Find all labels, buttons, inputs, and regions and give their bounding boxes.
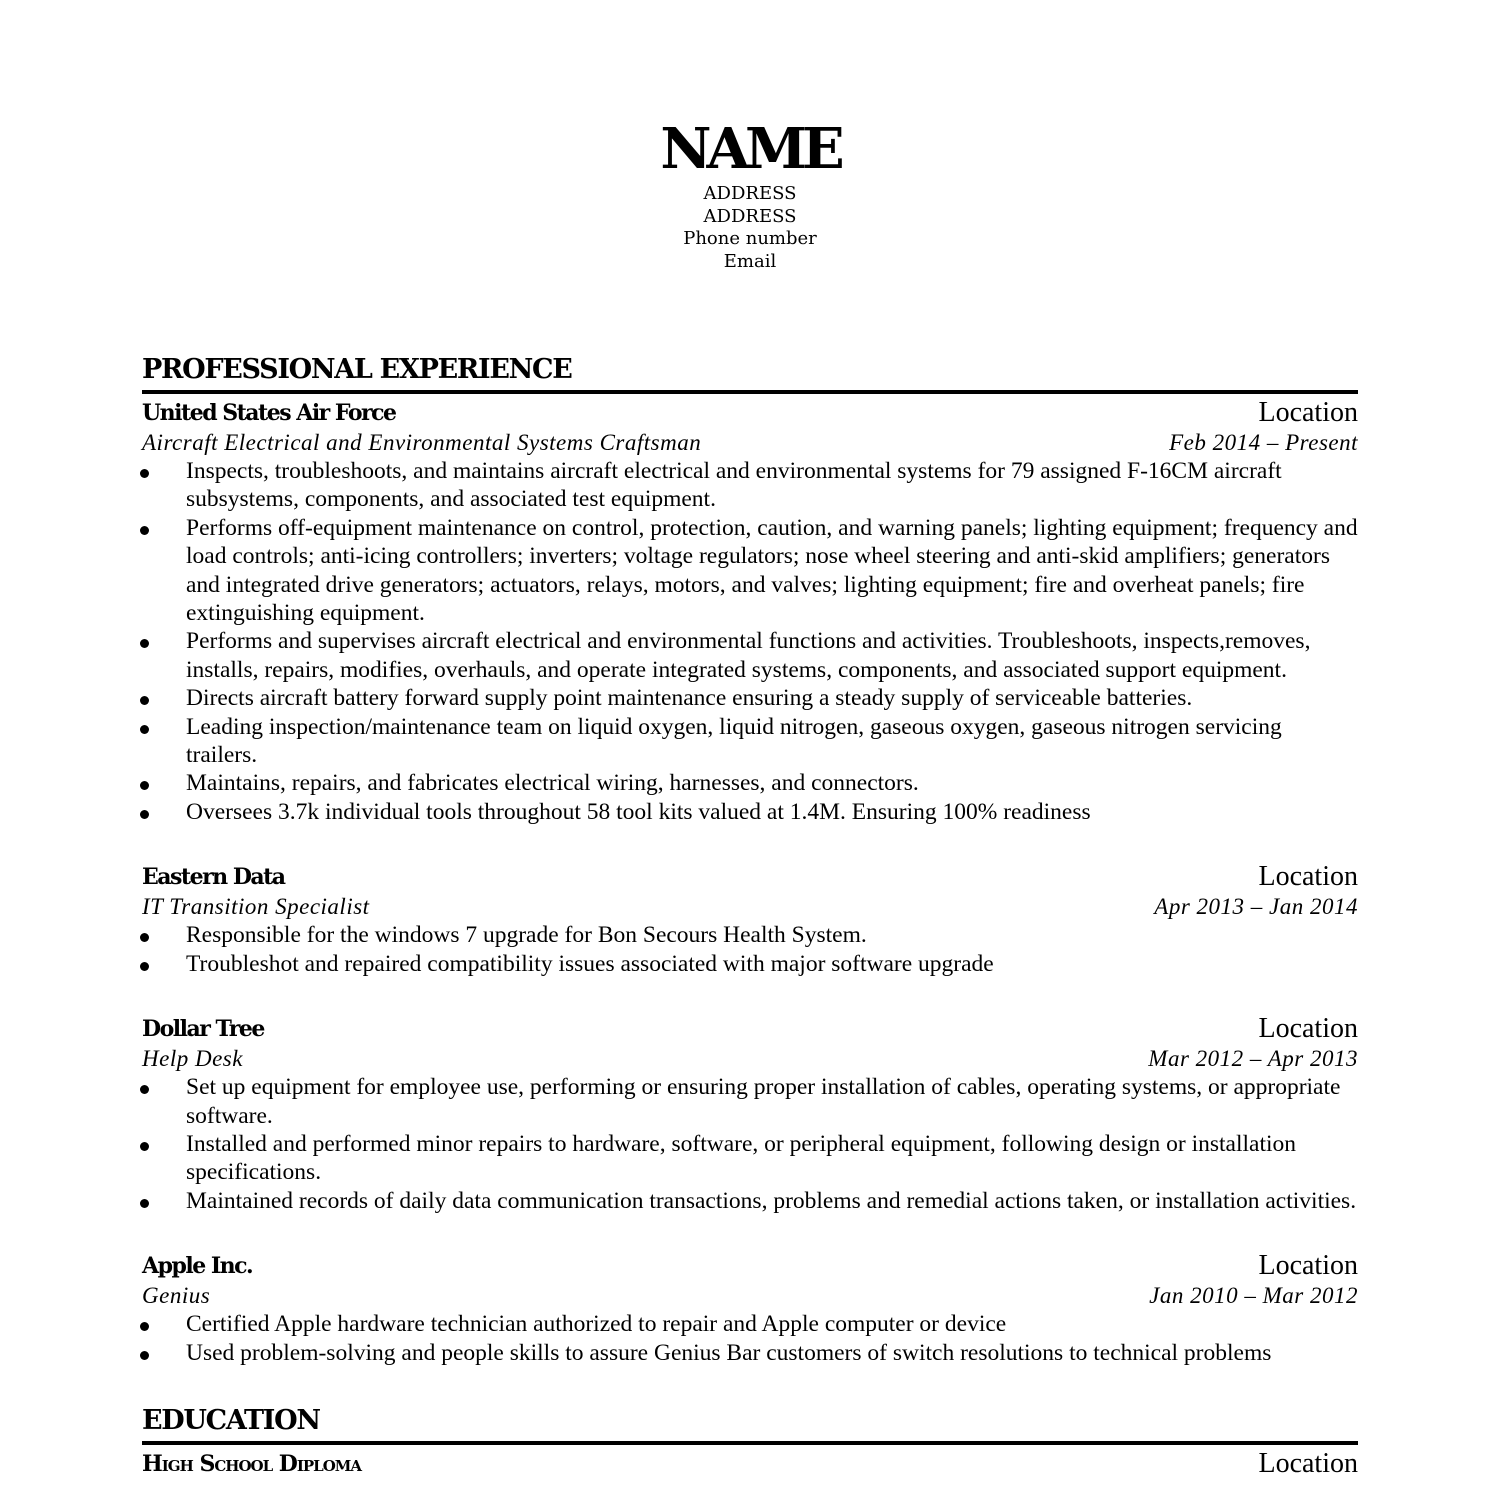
bullet-icon: [140, 1199, 149, 1208]
education-entry: [142, 1449, 1358, 1479]
job-location: Location: [1258, 397, 1358, 428]
list-item: [142, 798, 1358, 826]
bullet-text: Used problem-solving and people skills to assure Genius Bar customers of switch resolutions to technical problems: [186, 1339, 1272, 1366]
list-item: [142, 684, 1358, 712]
bullet-icon: [140, 810, 149, 819]
job-company: Eastern Data: [142, 864, 285, 891]
section-title-experience: PROFESSIONAL EXPERIENCE: [142, 354, 572, 385]
bullet-icon: [140, 1085, 149, 1094]
list-item: [142, 1339, 1358, 1367]
education-location: Location: [1258, 1447, 1358, 1479]
education-degree: High School Diploma: [142, 1450, 362, 1477]
list-item: [142, 514, 1358, 628]
job-header-row: [142, 1251, 1358, 1281]
job-header-row: [142, 398, 1358, 428]
section-title-education: EDUCATION: [142, 1404, 320, 1436]
list-item: [142, 627, 1358, 684]
bullet-icon: [140, 526, 149, 535]
list-item: [142, 457, 1358, 514]
list-item: [142, 950, 1358, 978]
bullet-icon: [140, 696, 149, 705]
bullet-icon: [140, 781, 149, 790]
bullet-icon: [140, 1351, 149, 1360]
job-entry: [142, 1014, 1358, 1215]
list-item: [142, 1073, 1358, 1130]
job-company: Apple Inc.: [142, 1253, 253, 1280]
bullet-text: Installed and performed minor repairs to hardware, software, or peripheral equipment, following design or installation specifications.: [186, 1130, 1297, 1186]
list-item: [142, 1187, 1358, 1215]
contact-address-2: ADDRESS: [703, 205, 797, 227]
bullet-text: Performs off-equipment maintenance on control, protection, caution, and warning panels; lighting equipment; frequency and load controls; anti-icing controllers; inverters; voltage regulators; nose wheel steering and anti-skid amplifiers; generators and integrated drive generators; actuators, relays, motors, and valves; lighting equipment; fire and overheat panels; fire extinguishing equipment.: [186, 514, 1358, 627]
bullet-icon: [140, 933, 149, 942]
list-item: [142, 921, 1358, 949]
bullet-icon: [140, 1142, 149, 1151]
bullet-icon: [140, 962, 149, 971]
job-entry: [142, 1251, 1358, 1367]
job-title: Aircraft Electrical and Environmental Systems Craftsman: [142, 430, 702, 455]
job-location: Location: [1258, 1250, 1358, 1282]
job-dates: Mar 2012 – Apr 2013: [1148, 1046, 1358, 1072]
job-dates: Jan 2010 – Mar 2012: [1149, 1283, 1358, 1309]
bullet-text: Troubleshot and repaired compatibility issues associated with major software upgrade: [186, 950, 994, 977]
job-entry: [142, 862, 1358, 978]
bullet-text: Oversees 3.7k individual tools throughout 58 tool kits valued at 1.4M. Ensuring 100% readiness: [186, 798, 1091, 825]
job-company: Dollar Tree: [142, 1016, 264, 1043]
job-location: Location: [1258, 861, 1358, 893]
job-subheader-row: [142, 428, 1358, 457]
list-item: [142, 1310, 1358, 1338]
job-bullet-list: [142, 457, 1358, 826]
job-subheader-row: [142, 1044, 1358, 1073]
bullet-icon: [140, 725, 149, 734]
job-title: IT Transition Specialist: [142, 894, 370, 920]
job-bullet-list: [142, 1310, 1358, 1367]
job-bullet-list: [142, 921, 1358, 978]
bullet-icon: [140, 639, 149, 648]
bullet-text: Responsible for the windows 7 upgrade for Bon Secours Health System.: [186, 922, 867, 949]
bullet-text: Certified Apple hardware technician authorized to repair and Apple computer or device: [186, 1311, 1007, 1338]
job-location: Location: [1258, 1013, 1358, 1045]
contact-address-1: ADDRESS: [703, 183, 797, 204]
job-header-row: [142, 1014, 1358, 1044]
section-divider: [142, 1441, 1358, 1445]
job-entry: [142, 398, 1358, 826]
list-item: [142, 769, 1358, 797]
job-dates: Feb 2014 – Present: [1169, 430, 1358, 455]
resume-body: [142, 352, 1358, 1479]
bullet-text: Maintained records of daily data communication transactions, problems and remedial actions taken, or installation activities.: [186, 1187, 1357, 1214]
job-dates: Apr 2013 – Jan 2014: [1154, 894, 1358, 920]
bullet-text: Directs aircraft battery forward supply point maintenance ensuring a steady supply of serviceable batteries.: [186, 685, 1193, 712]
job-bullet-list: [142, 1073, 1358, 1215]
section-divider: [142, 390, 1358, 394]
resume-header: [0, 115, 1500, 273]
job-header-row: [142, 862, 1358, 892]
bullet-text: Maintains, repairs, and fabricates electrical wiring, harnesses, and connectors.: [186, 770, 919, 797]
job-subheader-row: [142, 892, 1358, 921]
bullet-icon: [140, 469, 149, 478]
candidate-name: NAME: [660, 116, 840, 182]
job-company: United States Air Force: [142, 400, 396, 426]
list-item: [142, 713, 1358, 770]
contact-phone: Phone number: [683, 228, 817, 249]
job-list: [142, 398, 1358, 1367]
contact-email: Email: [723, 250, 777, 272]
bullet-text: Set up equipment for employee use, performing or ensuring proper installation of cables, operating systems, or appropriate software.: [186, 1074, 1341, 1129]
bullet-text: Performs and supervises aircraft electrical and environmental functions and activities. Troubleshoots, inspects,removes, installs, repairs, modifies, overhauls, and operate integrated systems, components, and associated support equipment.: [186, 628, 1311, 683]
job-title: Genius: [142, 1283, 211, 1309]
job-title: Help Desk: [142, 1046, 243, 1072]
bullet-icon: [140, 1322, 149, 1331]
list-item: [142, 1130, 1358, 1187]
bullet-text: Inspects, troubleshoots, and maintains aircraft electrical and environmental systems for 79 assigned F-16CM aircraft subsystems, components, and associated test equipment.: [186, 458, 1282, 513]
job-subheader-row: [142, 1281, 1358, 1310]
bullet-text: Leading inspection/maintenance team on liquid oxygen, liquid nitrogen, gaseous oxygen, gaseous nitrogen servicing trailers.: [186, 713, 1282, 769]
